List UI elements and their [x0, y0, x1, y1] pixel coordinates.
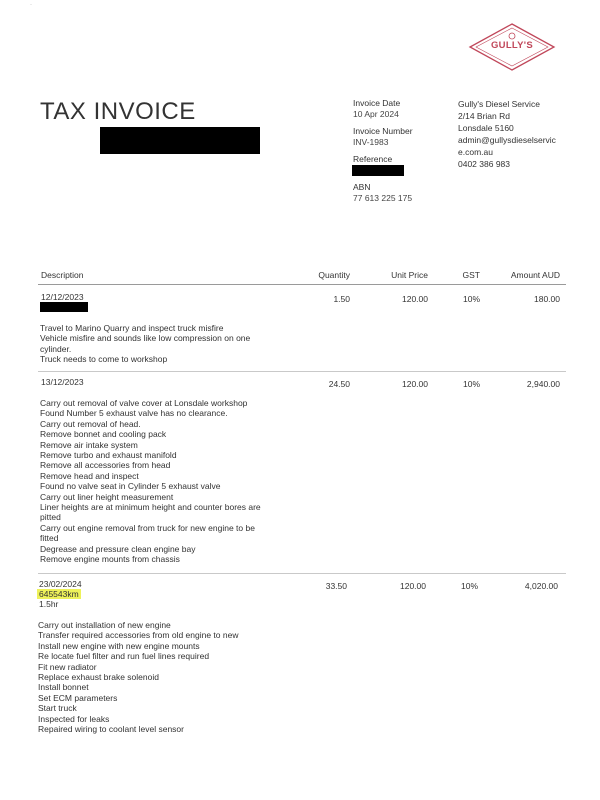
row3-unit-price: 120.00: [400, 581, 426, 591]
row1-line: Vehicle misfire and sounds like low compression on one: [40, 333, 251, 344]
row2-line: Carry out removal of valve cover at Lonsdale workshop: [40, 398, 248, 408]
row2-quantity: 24.50: [328, 379, 350, 389]
row2-line: Remove turbo and exhaust manifold: [40, 450, 177, 461]
row3-line: Fit new radiator: [38, 661, 97, 672]
company-logo: [468, 22, 556, 72]
row2-line: Carry out removal of head.: [40, 418, 141, 429]
invoice-date-block: [353, 98, 400, 120]
row2-line: fitted: [40, 533, 59, 544]
row3-description: [38, 620, 268, 734]
row3-hours: 1.5hr: [39, 599, 59, 609]
row-divider: [38, 371, 566, 372]
row3-odometer-highlight: 645543km: [39, 589, 79, 599]
redacted-customer-name: [100, 127, 260, 154]
row1-amount: 180.00: [534, 294, 560, 304]
row3-gst: 10%: [460, 581, 478, 591]
row2-line: Found no valve seat in Cylinder 5 exhaust valve: [40, 481, 221, 492]
row2-line: pitted: [40, 512, 61, 523]
header-description: Description: [41, 270, 84, 280]
row1-description: [40, 323, 270, 365]
invoice-number-block: [353, 126, 413, 148]
reference-label: Reference: [353, 154, 393, 164]
abn-label: ABN: [353, 182, 371, 192]
row2-amount: 2,940.00: [526, 379, 560, 389]
row1-line: Travel to Marino Quarry and inspect truck misfire: [40, 323, 224, 333]
abn-block: [353, 182, 412, 204]
row2-line: Remove bonnet and cooling pack: [40, 429, 167, 440]
row1-line: cylinder.: [40, 343, 72, 354]
row2-line: Degrease and pressure clean engine bay: [40, 543, 196, 554]
abn-value: 77 613 225 175: [353, 193, 413, 203]
logo-text: GULLY'S: [490, 40, 534, 51]
row3-line: Re locate fuel filter and run fuel lines required: [38, 651, 210, 662]
row2-unit-price: 120.00: [402, 379, 428, 389]
invoice-number-label: Invoice Number: [353, 126, 413, 136]
reference-block: [353, 154, 392, 165]
document-title: TAX INVOICE: [40, 98, 196, 125]
header-quantity: Quantity: [318, 270, 350, 280]
supplier-address: [458, 98, 556, 170]
row3-line: Set ECM parameters: [38, 692, 118, 703]
row2-line: Carry out engine removal from truck for new engine to be: [40, 522, 255, 533]
scan-speck: ·: [30, 2, 32, 8]
row2-line: Found Number 5 exhaust valve has no clearance.: [40, 408, 228, 419]
row2-line: Remove air intake system: [40, 439, 138, 450]
header-gst: GST: [462, 270, 480, 280]
row2-description: [40, 398, 270, 565]
row3-line: Replace exhaust brake solenoid: [38, 672, 159, 683]
header-unit-price: Unit Price: [391, 270, 428, 280]
row1-date: 12/12/2023: [41, 292, 84, 302]
supplier-phone: 0402 386 983: [458, 159, 510, 169]
row3-line: Install bonnet: [38, 682, 89, 693]
row2-line: Carry out liner height measurement: [40, 491, 174, 502]
header-amount: Amount AUD: [510, 270, 560, 280]
supplier-address-line2: Lonsdale 5160: [458, 123, 514, 133]
row3-date: 23/02/2024: [39, 579, 82, 589]
row3-line: Transfer required accessories from old engine to new: [38, 630, 239, 641]
row1-unit-price: 120.00: [402, 294, 428, 304]
row3-line: Repaired wiring to coolant level sensor: [38, 724, 184, 735]
row2-line: Remove head and inspect: [40, 470, 139, 481]
row2-line: Remove engine mounts from chassis: [40, 554, 180, 565]
row3-amount: 4,020.00: [524, 581, 558, 591]
row1-quantity: 1.50: [333, 294, 350, 304]
row3-line: Carry out installation of new engine: [38, 620, 171, 630]
row1-line: Truck needs to come to workshop: [40, 354, 168, 365]
row1-gst: 10%: [462, 294, 480, 304]
row3-line: Inspected for leaks: [38, 713, 110, 724]
supplier-email-line2: e.com.au: [458, 147, 493, 157]
row3-odometer: [39, 589, 81, 599]
supplier-name: Gully's Diesel Service: [458, 99, 540, 109]
supplier-email-line1: admin@gullysdieselservic: [458, 135, 556, 145]
invoice-date-label: Invoice Date: [353, 98, 401, 108]
row2-line: Remove all accessories from head: [40, 460, 171, 471]
redacted-reference: [352, 165, 404, 176]
supplier-address-line1: 2/14 Brian Rd: [458, 111, 510, 121]
redacted-row1-info: [40, 302, 88, 312]
invoice-date-value: 10 Apr 2024: [353, 109, 399, 119]
row2-gst: 10%: [462, 379, 480, 389]
row2-date: 13/12/2023: [41, 377, 84, 387]
invoice-number-value: INV-1983: [353, 137, 389, 147]
header-rule: [38, 284, 566, 285]
row-divider: [38, 573, 566, 574]
row3-quantity: 33.50: [325, 581, 347, 591]
row3-line: Install new engine with new engine mounts: [38, 640, 200, 651]
row2-line: Liner heights are at minimum height and counter bores are: [40, 502, 261, 513]
row3-line: Start truck: [38, 703, 77, 714]
